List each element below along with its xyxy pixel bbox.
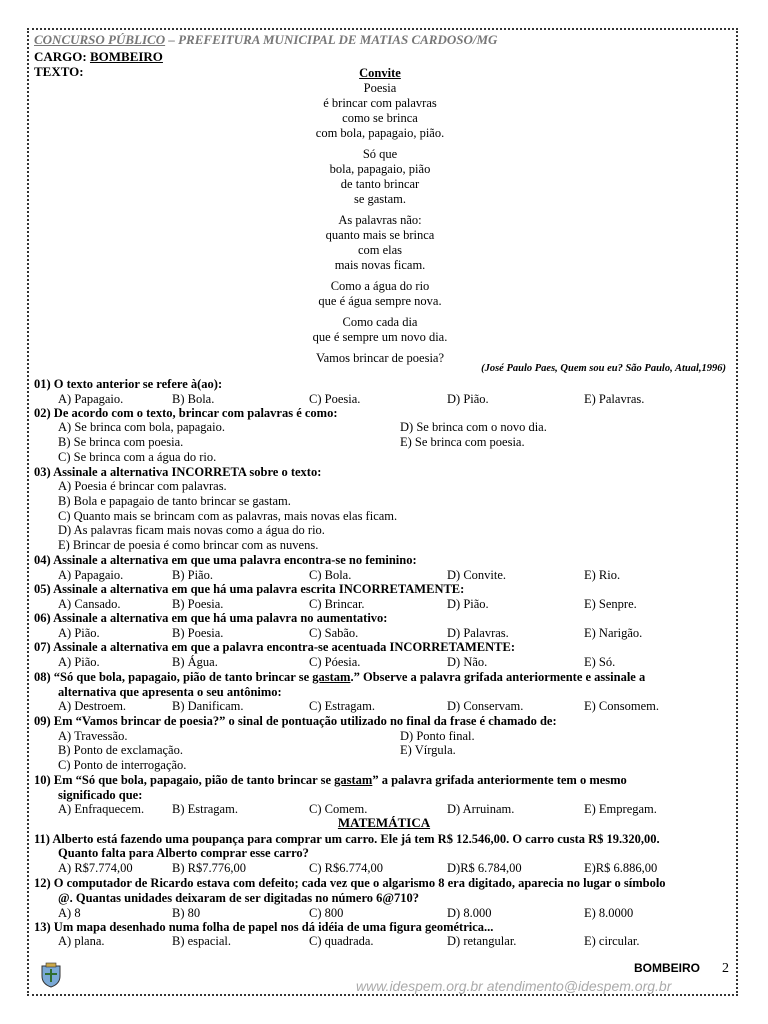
option: D) Arruinam. [447,802,515,816]
question-04: 04) Assinale a alternativa em que uma palavra encontra-se no feminino: [34,553,417,567]
option: C) Ponto de interrogação. [58,758,187,772]
header-org: PREFEITURA MUNICIPAL DE MATIAS CARDOSO/MG [178,32,498,47]
question-09: 09) Em “Vamos brincar de poesia?” o sinal de pontuação utilizado no final da frase é chamado de: [34,714,557,728]
cargo-value: BOMBEIRO [89,49,163,64]
option: E) Se brinca com poesia. [400,435,525,449]
question-05: 05) Assinale a alternativa em que há uma palavra escrita INCORRETAMENTE: [34,582,465,596]
question-03: 03) Assinale a alternativa INCORRETA sobre o texto: [34,465,322,479]
question-12-cont: @. Quantas unidades deixaram de ser digitadas no número 6@710? [58,891,420,905]
option: D) 8.000 [447,906,492,920]
option: D) retangular. [447,934,517,948]
option: B) Poesia. [172,597,224,611]
option: A) Cansado. [58,597,121,611]
poem-title: Convite [359,66,401,80]
option: D) Não. [447,655,488,669]
poem-line: Como cada dia [342,315,418,329]
option: C) Quanto mais se brincam com as palavras, mais novas elas ficam. [58,509,398,523]
option: C) Sabão. [309,626,359,640]
poem-line: que é água sempre nova. [318,294,442,308]
texto-label: TEXTO: [34,64,84,79]
option: B) Pião. [172,568,213,582]
option: E) Consomem. [584,699,659,713]
option: A) 8 [58,906,81,920]
question-12: 12) O computador de Ricardo estava com defeito; cada vez que o algarismo 8 era digitado, aparecia no lugar o símbolo [34,876,666,890]
option: C) quadrada. [309,934,374,948]
poem-line: de tanto brincar [340,177,420,191]
option: D) Conservam. [447,699,524,713]
option: C) Poesia. [309,392,361,406]
option: D)R$ 6.784,00 [447,861,522,875]
option: E) Brincar de poesia é como brincar com as nuvens. [58,538,319,552]
question-08-cont: alternativa que apresenta o seu antônimo: [58,685,282,699]
option: E) circular. [584,934,640,948]
poem-line: mais novas ficam. [334,258,426,272]
question-02: 02) De acordo com o texto, brincar com palavras é como: [34,406,338,420]
option: B) Bola. [172,392,215,406]
question-10-cont: significado que: [58,788,143,802]
option: D) Se brinca com o novo dia. [400,420,547,434]
underlined-word: gastam [334,773,373,787]
question-10 [34,773,728,788]
question-07: 07) Assinale a alternativa em que a palavra encontra-se acentuada INCORRETAMENTE: [34,640,515,654]
option: E) Narigão. [584,626,643,640]
option: C) R$6.774,00 [309,861,383,875]
option: A) Papagaio. [58,392,124,406]
option: D) Convite. [447,568,507,582]
option: A) Pião. [58,655,100,669]
option: C) Se brinca com a água do rio. [58,450,217,464]
option: C) Estragam. [309,699,375,713]
question-06: 06) Assinale a alternativa em que há uma palavra no aumentativo: [34,611,388,625]
option: E) Senpre. [584,597,637,611]
option: C) Bola. [309,568,352,582]
option: B) espacial. [172,934,232,948]
poem-line: com bola, papagaio, pião. [315,126,445,140]
poem-line: Como a água do rio [330,279,430,293]
cargo-line [34,49,163,65]
option: E) Só. [584,655,616,669]
contest-label: CONCURSO PÚBLICO [34,32,166,47]
poem-line: é brincar com palavras [323,96,437,110]
question-text: .” Observe a palavra grifada anteriormente e assinale a [350,670,646,684]
option: E) Rio. [584,568,621,582]
poem-line: com elas [357,243,403,257]
option: D) Palavras. [447,626,509,640]
option: C) Póesia. [309,655,361,669]
question-text: ” a palavra grifada anteriormente tem o mesmo [372,773,627,787]
poem-citation: (José Paulo Paes, Quem sou eu? São Paulo, Atual,1996) [481,363,726,374]
municipal-crest-icon [39,962,63,988]
option: E) Empregam. [584,802,657,816]
option: E) 8.0000 [584,906,634,920]
question-text: 08) “Só que bola, papagaio, pião de tanto brincar se [34,670,313,684]
option: B) Ponto de exclamação. [58,743,183,757]
option: D) Pião. [447,597,489,611]
question-13: 13) Um mapa desenhado numa folha de papel nos dá idéia de uma figura geométrica... [34,920,494,934]
question-08 [34,670,728,685]
poem-line: bola, papagaio, pião [329,162,431,176]
option: A) R$7.774,00 [58,861,133,875]
underlined-word: gastam [312,670,351,684]
header [34,32,497,48]
poem-line: quanto mais se brinca [325,228,435,242]
option: A) Enfraquecem. [58,802,145,816]
header-dash: – [168,32,175,47]
option: B) Poesia. [172,626,224,640]
question-01: 01) O texto anterior se refere à(ao): [34,377,223,391]
option: A) Papagaio. [58,568,124,582]
question-11-cont: Quanto falta para Alberto comprar esse carro? [58,846,309,860]
footer-title: BOMBEIRO [634,961,700,975]
question-text: 10) Em “Só que bola, papagaio, pião de tanto brincar se [34,773,335,787]
option: E) Palavras. [584,392,645,406]
option: C) Brincar. [309,597,365,611]
poem-line: se gastam. [353,192,407,206]
poem-line: que é sempre um novo dia. [312,330,448,344]
poem-line: como se brinca [342,111,418,125]
option: D) Pião. [447,392,489,406]
page-number: 2 [722,961,729,976]
option: B) Água. [172,655,218,669]
option: B) R$7.776,00 [172,861,246,875]
question-11: 11) Alberto está fazendo uma poupança para comprar um carro. Ele já tem R$ 12.546,00. O carro custa R$ 19.320,00. [34,832,660,846]
option: A) Destroem. [58,699,127,713]
poem-line: Vamos brincar de poesia? [315,351,445,365]
section-title: MATEMÁTICA [337,815,431,830]
option: B) 80 [172,906,201,920]
option: A) plana. [58,934,105,948]
option: B) Estragam. [172,802,238,816]
footer-website: www.idespem.org.br atendimento@idespem.org.br [356,978,672,994]
option: A) Se brinca com bola, papagaio. [58,420,225,434]
poem-line: Poesia [363,81,397,95]
option: D) Ponto final. [400,729,475,743]
option: D) As palavras ficam mais novas como a água do rio. [58,523,325,537]
poem-line: Só que [362,147,398,161]
option: C) Comem. [309,802,368,816]
option: C) 800 [309,906,344,920]
option: A) Travessão. [58,729,128,743]
poem-line: As palavras não: [338,213,422,227]
option: E) Vírgula. [400,743,456,757]
cargo-label: CARGO: [34,49,87,64]
poem [200,66,560,366]
option: A) Poesia é brincar com palavras. [58,479,227,493]
option: B) Danificam. [172,699,244,713]
option: A) Pião. [58,626,100,640]
option: B) Bola e papagaio de tanto brincar se gastam. [58,494,291,508]
option: E)R$ 6.886,00 [584,861,658,875]
option: B) Se brinca com poesia. [58,435,184,449]
